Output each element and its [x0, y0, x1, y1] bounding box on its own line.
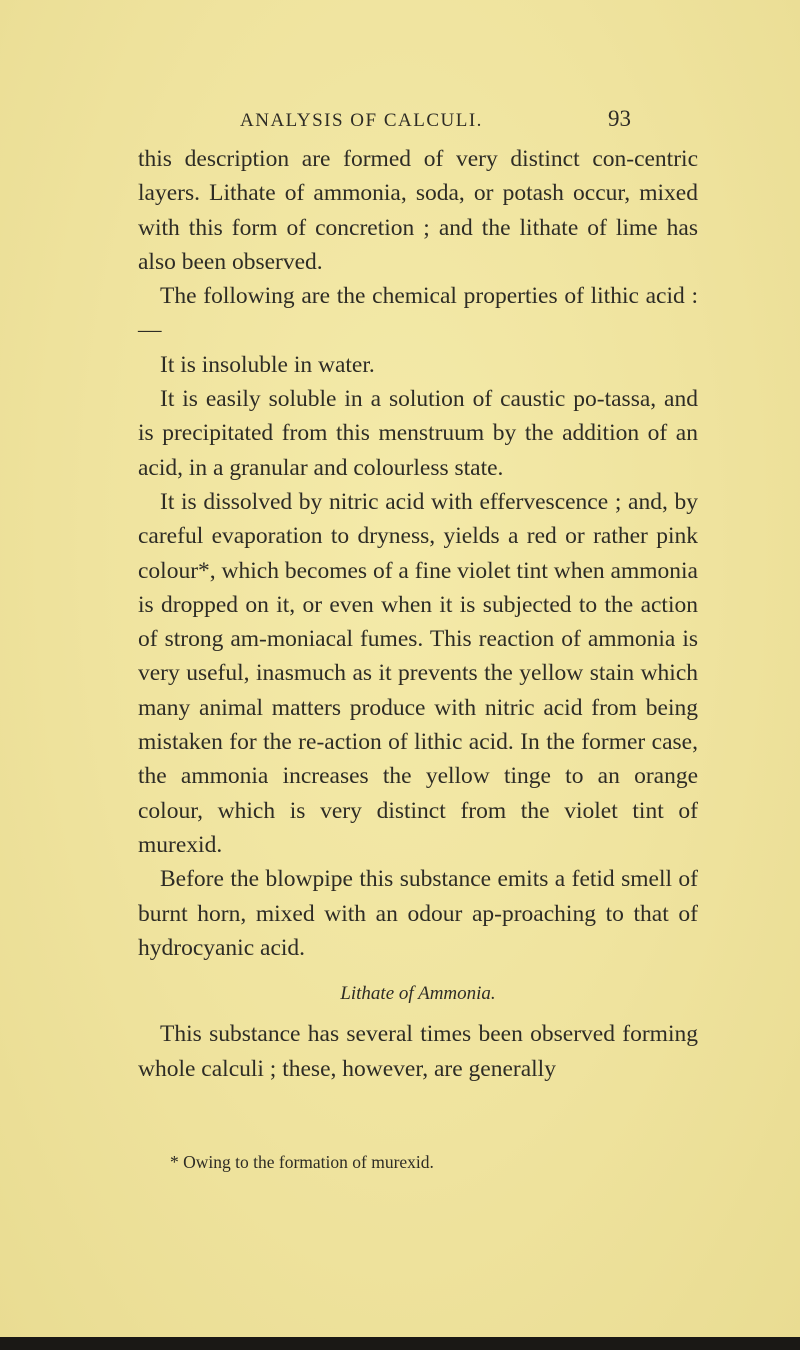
paragraph: It is dissolved by nitric acid with effervescence ; and, by careful evaporation to dryness, yields a red or rather pink colour*, which becomes of a fine violet tint when ammonia is dropped on it, or even when it is subjected to the action of strong am-moniacal fumes. This reaction of ammonia is very useful, inasmuch as it prevents the yellow stain which many animal matters produce with nitric acid from being mistaken for the re-action of lithic acid. In the former case, the ammonia increases the yellow tinge to an orange colour, which is very distinct from the violet tint of murexid. — [138, 488, 698, 858]
paragraph: It is insoluble in water. — [160, 351, 375, 378]
paragraph: This substance has several times been observed forming whole calculi ; these, however, are generally — [138, 1021, 698, 1082]
paragraph: Before the blowpipe this substance emits a fetid smell of burnt horn, mixed with an odour ap-proaching to that of hydrocyanic acid. — [138, 866, 698, 961]
running-head — [0, 106, 800, 138]
body-text — [138, 142, 698, 1086]
paragraph: It is easily soluble in a solution of caustic po-tassa, and is precipitated from this menstruum by the addition of an acid, in a granular and colourless state. — [138, 386, 698, 481]
page-number: 93 — [608, 106, 631, 131]
footnote: * Owing to the formation of murexid. — [170, 1152, 434, 1172]
running-head-title: ANALYSIS OF CALCULI. — [240, 110, 483, 131]
paragraph: this description are formed of very distinct con-centric layers. Lithate of ammonia, soda, or potash occur, mixed with this form of concretion ; and the lithate of lime has also been observed. — [138, 146, 698, 275]
scan-edge-bar — [0, 1337, 800, 1350]
section-subheading: Lithate of Ammonia. — [340, 983, 496, 1005]
paragraph: The following are the chemical properties of lithic acid : — — [138, 283, 698, 344]
